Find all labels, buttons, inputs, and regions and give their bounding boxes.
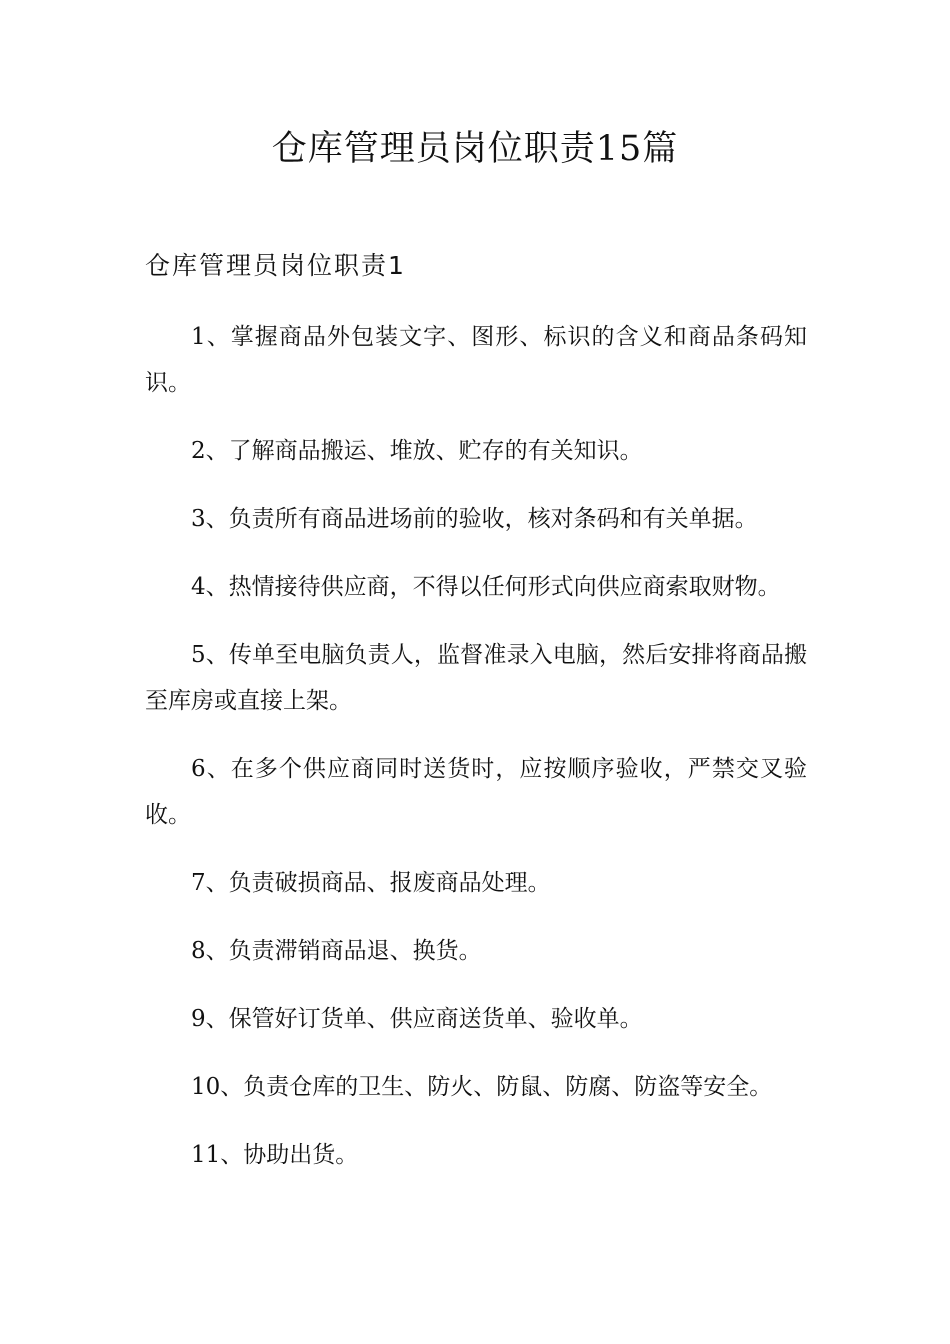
duty-item-7: 7、负责破损商品、报废商品处理。	[191, 870, 551, 896]
duty-item-9: 9、保管好订货单、供应商送货单、验收单。	[191, 1006, 643, 1032]
duty-item-3: 3、负责所有商品进场前的验收，核对条码和有关单据。	[191, 506, 758, 532]
section-heading: 仓库管理员岗位职责1	[145, 251, 406, 280]
duty-item-5: 5、传单至电脑负责人，监督准录入电脑，然后安排将商品搬至库房或直接上架。	[145, 642, 807, 714]
document-title: 仓库管理员岗位职责15篇	[271, 129, 679, 169]
duty-list	[145, 314, 807, 1200]
duty-item-2: 2、了解商品搬运、堆放、贮存的有关知识。	[191, 438, 643, 464]
duty-item-4: 4、热情接待供应商，不得以任何形式向供应商索取财物。	[191, 574, 781, 600]
duty-item-6: 6、在多个供应商同时送货时，应按顺序验收，严禁交叉验收。	[145, 756, 807, 828]
duty-item-1: 1、掌握商品外包装文字、图形、标识的含义和商品条码知识。	[145, 324, 807, 396]
duty-item-8: 8、负责滞销商品退、换货。	[191, 938, 482, 964]
duty-item-11: 11、协助出货。	[191, 1142, 359, 1168]
duty-item-10: 10、负责仓库的卫生、防火、防鼠、防腐、防盗等安全。	[191, 1074, 773, 1100]
